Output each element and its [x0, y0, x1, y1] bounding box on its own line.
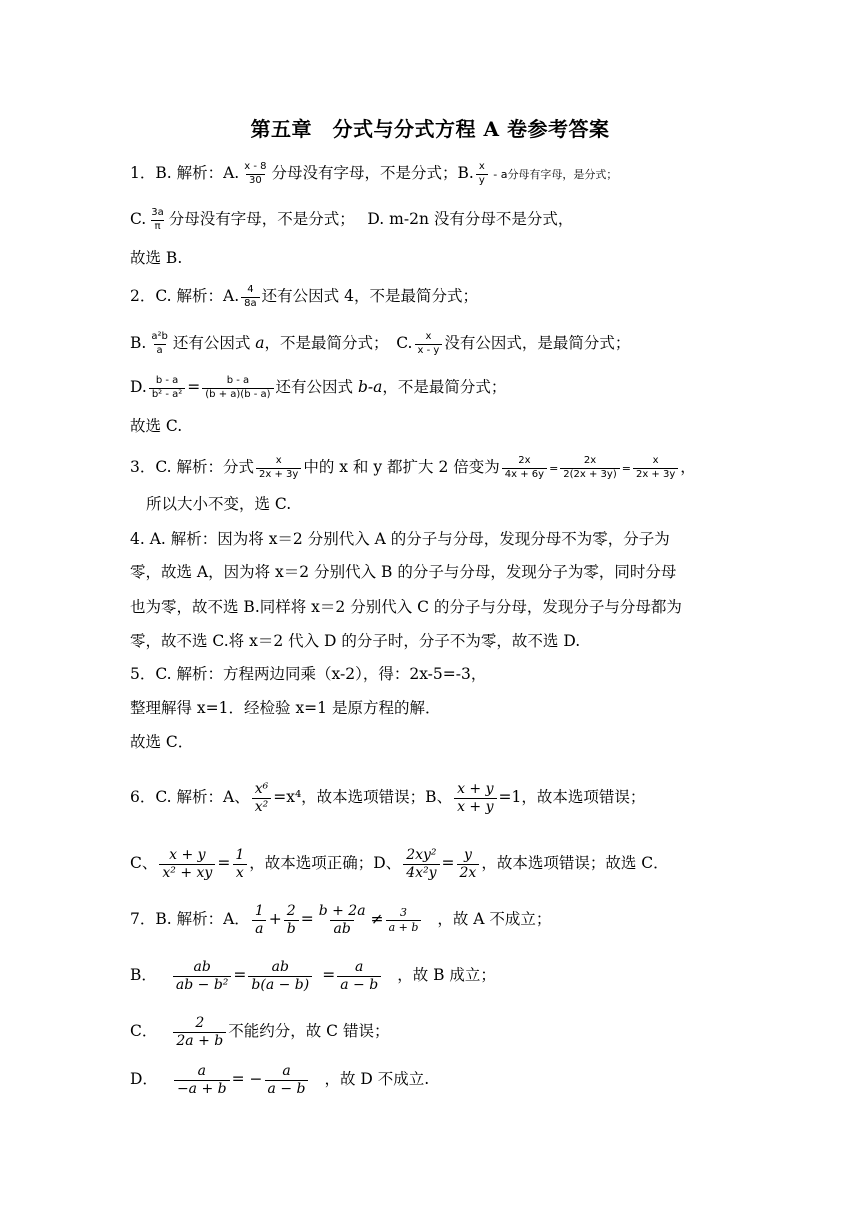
q5-line-3: 故选 C． — [130, 733, 194, 751]
q7a-eq: = — [300, 910, 314, 929]
q6-fraction-c: $\frac{x + y}{\text{x² + xy}}$ — [159, 848, 215, 880]
q3-fraction-a: $\frac{x}{2x + 3y}$ — [256, 456, 301, 480]
q1-text-5: 分母没有字母，不是分式； D. m-2n 没有分母不是分式， — [168, 210, 574, 228]
q7a-plus: + — [268, 910, 282, 929]
q2-fraction-b: $\frac{\text{a²b}}{a}$ — [151, 331, 168, 356]
q3-fraction-c: $\frac{2x}{2(2x + 3y)}$ — [560, 456, 619, 480]
q3-line-1 — [130, 456, 696, 480]
q7d-fraction-2: $\frac{a}{a - b}$ — [265, 1064, 309, 1096]
q7-line-c — [130, 1016, 389, 1048]
q7b-eq-1: = — [233, 966, 247, 985]
q2-text-4-var: a — [255, 334, 265, 352]
q4-line-3: 也为零，故不选 B.同样将 x＝2 分别代入 C 的分子与分母，发现分子与分母都为 — [130, 598, 682, 616]
q6-text-5: ，故本选项正确；D、 — [249, 854, 402, 873]
q7c-fraction-1: $\frac{2}{2a + b}$ — [173, 1016, 226, 1048]
q7b-eq-2: = — [322, 966, 336, 985]
q1-line-1 — [130, 162, 617, 186]
q6-text-6: ，故本选项错误；故选 C． — [481, 854, 669, 873]
q6-fraction-d: $\frac{1}{x}$ — [232, 848, 247, 880]
q6-fraction-a: $\frac{\text{x⁶}}{\text{x²}}$ — [252, 782, 272, 814]
q3-line-2: 所以大小不变，选 C. — [146, 495, 292, 513]
q7a-fraction-2: $\frac{2}{b}$ — [284, 904, 299, 936]
q7c-tail: 不能约分，故 C 错误； — [228, 1022, 390, 1041]
q7d-fraction-1: $\frac{a}{-a + b}$ — [174, 1064, 230, 1096]
q5-line-2: 整理解得 x=1．经检验 x=1 是原方程的解． — [130, 699, 441, 717]
q2-text-3: B. — [130, 334, 147, 352]
q3-comma: ， — [680, 458, 696, 476]
q7d-tail: ，故 D 不成立. — [324, 1070, 430, 1089]
q3-fraction-b: $\frac{2x}{4x + 6y}$ — [502, 456, 547, 480]
q6-fraction-e: $\frac{\text{2xy²}}{\text{4x²y}}$ — [403, 848, 439, 880]
q6-text-3: =1，故本选项错误； — [498, 788, 646, 807]
q1-text-1: 1．B. 解析：A. — [130, 164, 240, 182]
q2-text-10: ，不是最简分式； — [382, 378, 507, 396]
q6-eq-2: = — [441, 854, 455, 873]
q7-line-d — [130, 1064, 429, 1096]
q1-answer: 故选 B. — [130, 249, 183, 267]
q2-fraction-a: $\frac{4}{8a}$ — [241, 285, 260, 309]
q7b-fraction-2: $\frac{ab}{b(a - b)}$ — [248, 960, 312, 992]
q3-fraction-d: $\frac{x}{2x + 3y}$ — [633, 456, 678, 480]
q6-text-2: =x⁴，故本选项错误；B、 — [273, 788, 453, 807]
q7-line-b — [130, 960, 496, 992]
q1-text-2: 分母没有字母，不是分式；B. — [271, 164, 474, 182]
q6-fraction-b: $\frac{x + y}{x + y}$ — [454, 782, 496, 814]
q1-text-4: C. — [130, 210, 147, 228]
q2-text-1: 2．C. 解析：A. — [130, 287, 240, 305]
q6-eq-1: = — [217, 854, 231, 873]
q2-answer: 故选 C. — [130, 417, 183, 435]
q6-fraction-f: $\frac{y}{2x}$ — [457, 848, 480, 880]
q4-line-1: 4. A. 解析：因为将 x＝2 分别代入 A 的分子与分母，发现分母不为零，分子为 — [130, 530, 670, 548]
q2-line-3 — [130, 376, 506, 400]
q7a-ne: ≠ — [370, 910, 384, 929]
q2-text-5: ，不是最简分式； C. — [264, 334, 413, 352]
q3-eq-1: = — [549, 462, 559, 475]
q2-fraction-e: $\frac{b - a}{(b + a)(b - a)}$ — [202, 376, 273, 400]
q7a-fraction-1: $\frac{1}{a}$ — [252, 904, 267, 936]
q2-text-9-var: b-a — [357, 378, 383, 396]
q7-line-a — [130, 904, 551, 936]
q2-text-6: 没有公因式，是最简分式； — [444, 334, 631, 352]
q6-text-4: C、 — [130, 854, 158, 873]
q7b-tail: ，故 B 成立； — [397, 966, 496, 985]
q5-line-1: 5．C. 解析：方程两边同乘（x-2），得：2x-5=-3， — [130, 665, 487, 683]
q2-text-2: 还有公因式 4，不是最简分式； — [261, 287, 478, 305]
q7b-fraction-3: $\frac{a}{a - b}$ — [337, 960, 381, 992]
q3-text-2: 中的 x 和 y 都扩大 2 倍变为 — [303, 458, 500, 476]
q7a-fraction-3: $\frac{b + 2a}{ab}$ — [318, 903, 366, 937]
q6-line-1 — [130, 782, 645, 814]
q4-line-4: 零，故不选 C.将 x＝2 代入 D 的分子时，分子不为零，故不选 D. — [130, 632, 581, 650]
q2-text-7: D. — [130, 378, 147, 396]
q4-line-2: 零，故选 A，因为将 x＝2 分别代入 B 的分子与分母，发现分子为零，同时分母 — [130, 563, 677, 581]
q2-line-2 — [130, 332, 630, 356]
q7-text-1: 7．B. 解析：A． — [130, 910, 250, 929]
q2-eq: = — [187, 378, 201, 396]
q7b-lead: B． — [130, 966, 157, 985]
q1-fraction-c: $\frac{3a}{\pi}$ — [151, 207, 164, 232]
q7b-fraction-1: $\frac{ab}{\text{ab − b²}}$ — [173, 960, 232, 992]
q1-fraction-a: $\frac{x - 8}{30}$ — [244, 161, 267, 186]
q3-text-1: 3．C. 解析：分式 — [130, 458, 255, 476]
page-title: 第五章 分式与分式方程 A 卷参考答案 — [250, 117, 610, 141]
q2-fraction-d: $\frac{b - a}{\text{b² - a²}}$ — [149, 376, 185, 400]
q2-fraction-c: $\frac{x}{x - y}$ — [415, 332, 443, 356]
q7d-lead: D． — [130, 1070, 158, 1089]
q7a-fraction-4: $\frac{3}{a + b}$ — [386, 907, 422, 933]
q3-eq-2: = — [621, 462, 631, 475]
q1-line-2 — [130, 208, 573, 232]
q2-text-4: 还有公因式 — [172, 334, 256, 352]
q2-text-9: 还有公因式 — [275, 378, 358, 396]
q6-line-2 — [130, 848, 669, 880]
q2-line-1 — [130, 285, 478, 309]
q6-text-1: 6．C. 解析：A、 — [130, 788, 250, 807]
q7d-eq: = − — [231, 1070, 263, 1089]
q1-text-3: - a分母有字母，是分式； — [489, 168, 618, 181]
q7c-lead: C． — [130, 1022, 158, 1041]
q1-fraction-b: $\frac{x}{y}$ — [476, 162, 488, 186]
q7a-tail: ，故 A 不成立； — [437, 910, 552, 929]
